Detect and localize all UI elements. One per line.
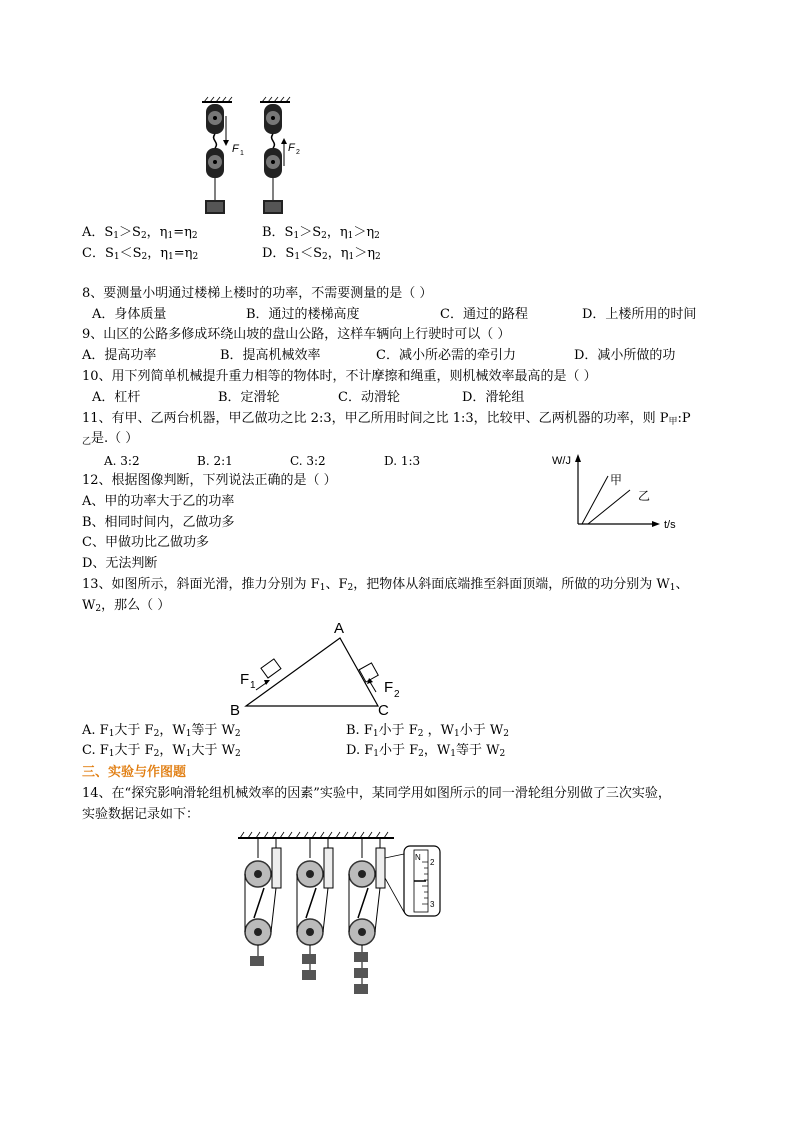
f2-sub: 2 [296,149,300,156]
q10-option-c[interactable]: C．动滑轮 [338,390,400,405]
q7-option-c[interactable]: C．$S_1<S_2$，$\eta_1=\eta_2$ [82,246,199,262]
q14-stem-line1: 14、在“探究影响滑轮组机械效率的因素”实验中，某同学用如图所示的同一滑轮组分别做了三次实验， [82,786,671,801]
q11-option-c[interactable]: C. 3:2 [290,454,326,468]
scale-tick-3: 3 [430,900,435,909]
vertex-c-label: C [378,702,389,719]
q10-option-b[interactable]: B．定滑轮 [218,390,280,405]
graph-line-jia: 甲 [610,473,623,487]
q10-option-a[interactable]: A．杠杆 [92,390,141,405]
force-f2-sub: 2 [394,689,400,700]
q9-option-b[interactable]: B．提高机械效率 [220,348,321,363]
q8-option-d[interactable]: D．上楼所用的时间 [582,307,697,322]
scale-unit-label: N [415,853,421,862]
q13-option-a[interactable]: A. $F_1$大于 $F_2$，$W_1$等于 $W_2$ [82,723,241,739]
q10-stem: 10、用下列简单机械提升重力相等的物体时，不计摩擦和绳重，则机械效率最高的是（ ） [82,369,597,384]
q12-stem: 12、根据图像判断，下列说法正确的是（ ） [82,473,337,488]
vertex-a-label: A [334,620,345,637]
graph-line-yi: 乙 [638,489,651,503]
q11-option-d[interactable]: D. 1:3 [384,454,421,468]
force-f1-sub: 1 [250,680,256,691]
q12-option-c[interactable]: C、甲做功比乙做功多 [82,535,209,550]
vertex-b-label: B [230,702,241,719]
q13-stem-line2: $W_2$，那么（ ） [82,598,171,614]
q11-option-b[interactable]: B. 2:1 [197,454,233,468]
pulley-experiment-figure [234,828,444,1004]
q13-stem: 13、如图所示，斜面光滑，推力分别为 $F_1$、$F_2$，把物体从斜面底端推至斜面顶端，所做的功分别为 $W_1$、 [82,577,689,593]
q14-stem-line2: 实验数据记录如下： [82,807,200,822]
graph-x-label: t/s [664,519,676,531]
q13-option-c[interactable]: C. $F_1$大于 $F_2$，$W_1$大于 $W_2$ [82,743,241,759]
q9-option-a[interactable]: A．提高功率 [82,348,157,363]
f2-label: F [288,142,295,154]
q7-option-d[interactable]: D．$S_1<S_2$，$\eta_1>\eta_2$ [262,246,381,262]
q9-option-d[interactable]: D．减小所做的功 [574,348,676,363]
q10-option-d[interactable]: D．滑轮组 [462,390,525,405]
q11-option-a[interactable]: A. 3:2 [104,454,140,468]
scale-tick-2: 2 [430,858,435,867]
q9-option-c[interactable]: C．减小所必需的牵引力 [376,348,516,363]
f1-sub: 1 [240,150,244,157]
f1-label: F [232,143,239,155]
q8-option-c[interactable]: C．通过的路程 [440,307,528,322]
q12-option-d[interactable]: D、无法判断 [82,556,158,571]
q13-option-d[interactable]: D. $F_1$小于 $F_2$，$W_1$等于 $W_2$ [346,743,506,759]
pulley-system-figure [196,96,306,216]
q8-stem: 8、要测量小明通过楼梯上楼时的功率，不需要测量的是（ ） [82,286,433,301]
q9-stem: 9、山区的公路多修成环绕山坡的盘山公路，这样车辆向上行驶时可以（ ） [82,327,511,342]
q12-option-a[interactable]: A、甲的功率大于乙的功率 [82,494,235,509]
force-f2-label: F [384,679,394,696]
q7-option-a[interactable]: A．$S_1>S_2$，$\eta_1=\eta_2$ [82,225,198,241]
graph-y-label: W/J [552,455,571,467]
q13-option-b[interactable]: B. $F_1$小于 $F_2$ ，$W_1$小于 $W_2$ [346,723,509,739]
q7-option-b[interactable]: B．$S_1>S_2$，$\eta_1>\eta_2$ [262,225,380,241]
q11-stem: 11、有甲、乙两台机器，甲乙做功之比 2:3，甲乙所用时间之比 1:3，比较甲、乙两机器的功率，则 $P_甲:P$ [82,411,691,427]
q8-option-b[interactable]: B．通过的楼梯高度 [246,307,360,322]
force-f1-label: F [240,671,250,688]
work-time-graph [548,450,698,534]
q11-stem-line2: $_乙$是.（ ） [82,431,139,447]
incline-figure [228,616,408,720]
q12-option-b[interactable]: B、相同时间内，乙做功多 [82,515,235,530]
q8-option-a[interactable]: A．身体质量 [92,307,167,322]
section-title: 三、实验与作图题 [82,765,187,780]
